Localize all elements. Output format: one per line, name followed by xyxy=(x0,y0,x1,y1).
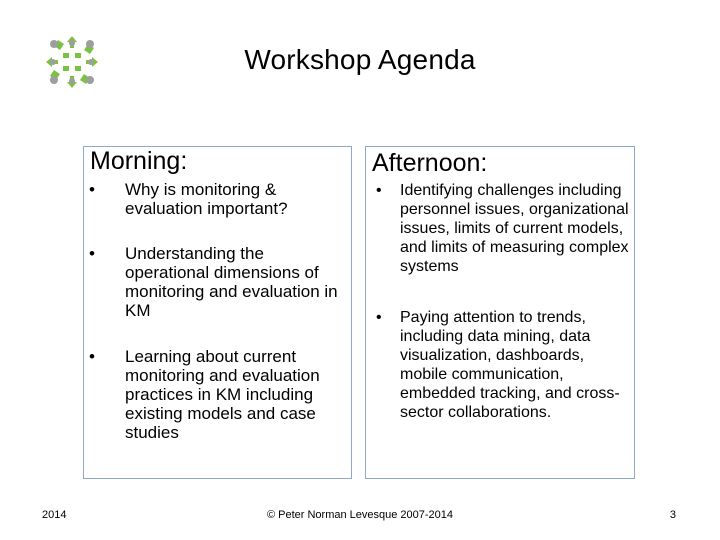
bullet-icon: • xyxy=(376,182,382,199)
bullet-icon: • xyxy=(89,347,95,366)
list-item-text: Why is monitoring & evaluation important? xyxy=(125,180,288,218)
list-item xyxy=(376,181,635,276)
list-item-text: Identifying challenges including personnel issues, organizational issues, limits of current models, and limits of measuring complex systems xyxy=(400,182,629,275)
afternoon-heading-text: Afternoon: xyxy=(372,149,488,177)
list-item xyxy=(89,244,351,320)
bullet-icon: • xyxy=(376,309,382,326)
list-item-text: Paying attention to trends, including data mining, data visualization, dashboards, mobile communication, embedded tracking, and cross-sector collaborations. xyxy=(400,309,620,421)
morning-list xyxy=(89,180,351,442)
list-item-text: Understanding the operational dimensions of monitoring and evaluation in KM xyxy=(125,244,338,320)
morning-heading-text: Morning: xyxy=(90,147,188,175)
slide-title: Workshop Agenda xyxy=(244,44,476,75)
afternoon-heading xyxy=(372,149,487,177)
bullet-icon: • xyxy=(89,180,95,199)
page-number: 3 xyxy=(669,509,676,521)
afternoon-list xyxy=(376,181,635,422)
list-item xyxy=(89,347,351,442)
morning-heading xyxy=(90,147,187,175)
bullet-icon: • xyxy=(89,244,95,263)
list-item-text: Learning about current monitoring and evaluation practices in KM including existing models and case studies xyxy=(125,347,320,442)
footer-year: 2014 xyxy=(42,509,67,521)
list-item xyxy=(376,308,635,422)
list-item xyxy=(89,180,351,218)
footer-copyright: © Peter Norman Levesque 2007-2014 xyxy=(266,509,454,521)
